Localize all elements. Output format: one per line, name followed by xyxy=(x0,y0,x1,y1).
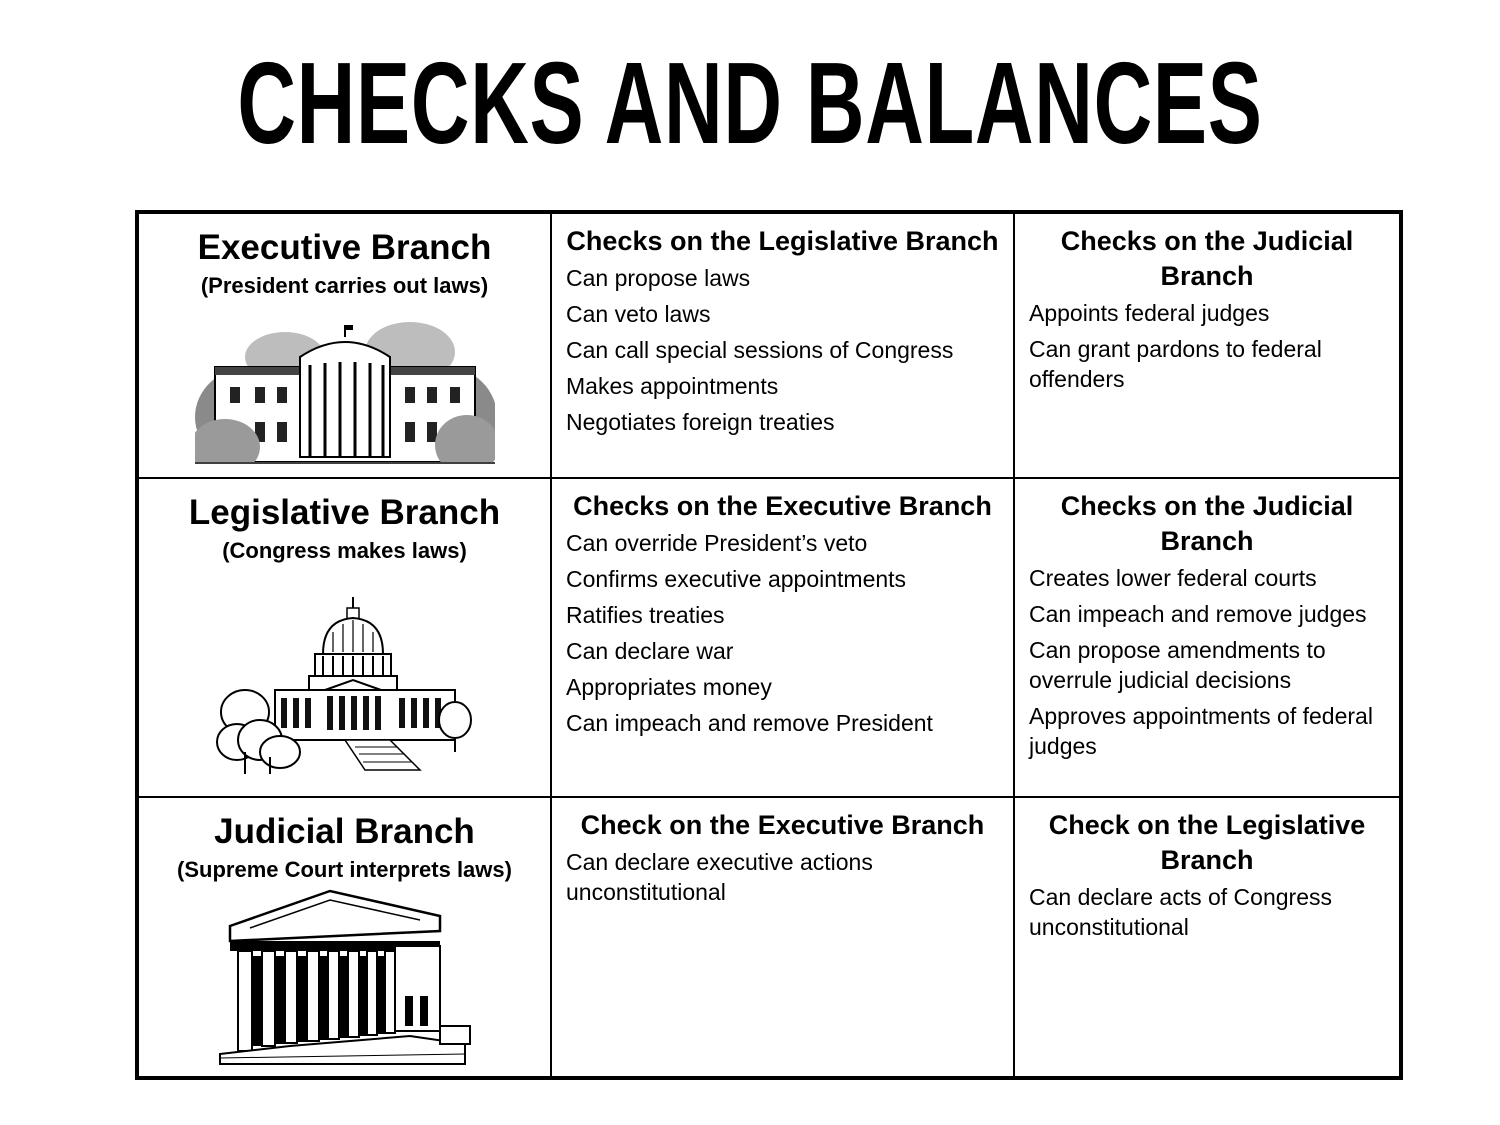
list-item: Negotiates foreign treaties xyxy=(566,409,835,435)
checks-list xyxy=(552,263,1013,437)
checks-cell xyxy=(1015,479,1399,798)
list-item: Can declare acts of Congress unconstitutional xyxy=(1029,884,1332,940)
checks-list xyxy=(552,847,1013,907)
checks-list xyxy=(1015,298,1399,394)
branch-subtitle: (Supreme Court interprets laws) xyxy=(177,857,512,882)
branch-cell-executive xyxy=(139,214,552,479)
list-item: Can declare executive actions unconstitutional xyxy=(566,849,873,905)
list-item: Ratifies treaties xyxy=(566,602,725,628)
checks-cell xyxy=(552,214,1015,479)
checks-list xyxy=(1015,563,1399,761)
list-item: Confirms executive appointments xyxy=(566,566,907,592)
checks-heading: Checks on the Judicial Branch xyxy=(1060,226,1354,291)
supreme-court-icon xyxy=(210,886,480,1066)
list-item: Can impeach and remove President xyxy=(566,710,933,736)
checks-heading: Checks on the Legislative Branch xyxy=(566,226,999,256)
capitol-icon xyxy=(215,592,475,782)
list-item: Approves appointments of federal judges xyxy=(1029,703,1373,759)
branch-cell-judicial xyxy=(139,798,552,1076)
list-item: Can override President’s veto xyxy=(566,530,868,556)
list-item: Can declare war xyxy=(566,638,734,664)
list-item: Appoints federal judges xyxy=(1029,300,1270,326)
checks-cell xyxy=(552,479,1015,798)
checks-cell xyxy=(552,798,1015,1076)
list-item: Makes appointments xyxy=(566,373,779,399)
white-house-icon xyxy=(195,317,495,477)
checks-list xyxy=(552,528,1013,738)
branch-name: Executive Branch xyxy=(197,228,492,267)
branch-name: Judicial Branch xyxy=(214,812,475,851)
list-item: Can propose laws xyxy=(566,265,751,291)
branch-cell-legislative xyxy=(139,479,552,798)
list-item: Can impeach and remove judges xyxy=(1029,601,1367,627)
branch-subtitle: (President carries out laws) xyxy=(200,273,489,298)
checks-cell xyxy=(1015,214,1399,479)
list-item: Appropriates money xyxy=(566,674,772,700)
checks-heading: Checks on the Judicial Branch xyxy=(1060,491,1354,556)
list-item: Can propose amendments to overrule judicial decisions xyxy=(1029,637,1326,693)
checks-table xyxy=(135,210,1403,1080)
branch-subtitle: (Congress makes laws) xyxy=(222,538,467,563)
list-item: Can call special sessions of Congress xyxy=(566,337,954,363)
branch-name: Legislative Branch xyxy=(188,493,501,532)
list-item: Creates lower federal courts xyxy=(1029,565,1317,591)
checks-list xyxy=(1015,882,1399,942)
checks-heading: Check on the Executive Branch xyxy=(580,810,985,840)
list-item: Can veto laws xyxy=(566,301,711,327)
list-item: Can grant pardons to federal offenders xyxy=(1029,336,1322,392)
checks-cell xyxy=(1015,798,1399,1076)
checks-heading: Check on the Legislative Branch xyxy=(1048,810,1366,875)
checks-heading: Checks on the Executive Branch xyxy=(573,491,992,521)
page-title: CHECKS AND BALANCES xyxy=(237,38,1263,168)
